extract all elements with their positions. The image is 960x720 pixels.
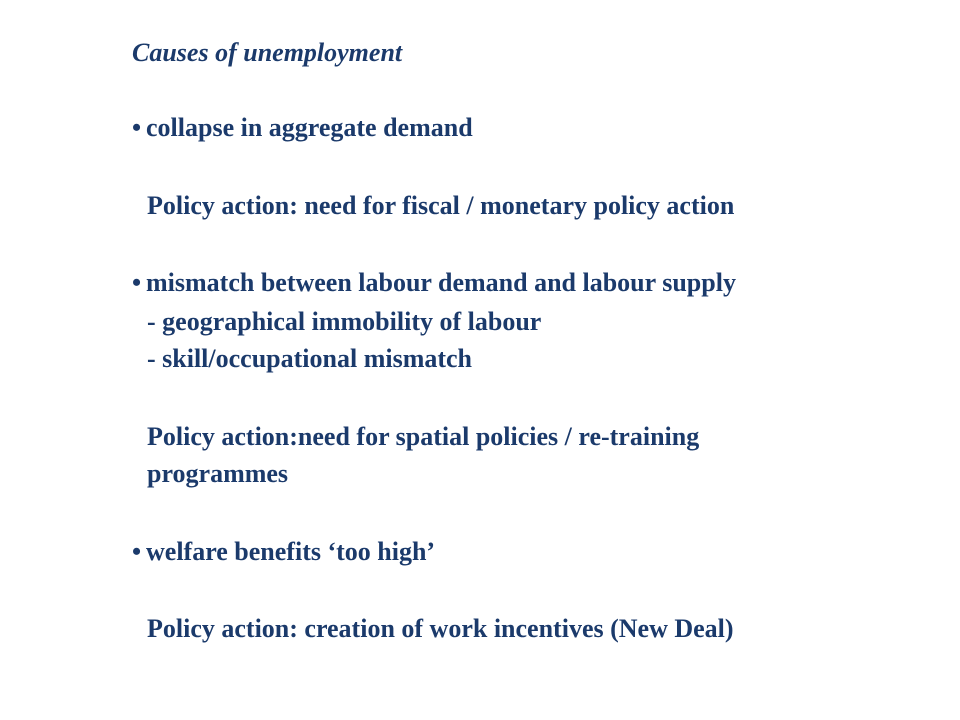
cause-text: welfare benefits ‘too high’ bbox=[146, 537, 436, 566]
policy-action-text: Policy action: need for fiscal / monetary policy action bbox=[147, 191, 735, 220]
sub-point-skill: - skill/occupational mismatch bbox=[147, 344, 473, 373]
sub-point-geographical: - geographical immobility of labour bbox=[147, 307, 542, 336]
cause-text: mismatch between labour demand and labour supply bbox=[146, 268, 736, 297]
bullet-icon: • bbox=[132, 537, 142, 566]
policy-action-text: Policy action: creation of work incentives (New Deal) bbox=[147, 614, 734, 643]
bullet-icon: • bbox=[132, 268, 142, 297]
cause-item-welfare-benefits bbox=[132, 537, 435, 567]
cause-text: collapse in aggregate demand bbox=[146, 113, 473, 142]
policy-action-text: Policy action:need for spatial policies / re-training bbox=[147, 422, 700, 451]
slide-title: Causes of unemployment bbox=[132, 38, 403, 67]
policy-action-text-continued: programmes bbox=[147, 459, 289, 488]
cause-item-aggregate-demand bbox=[132, 113, 473, 143]
bullet-icon: • bbox=[132, 113, 142, 142]
cause-item-labour-mismatch bbox=[132, 268, 736, 298]
